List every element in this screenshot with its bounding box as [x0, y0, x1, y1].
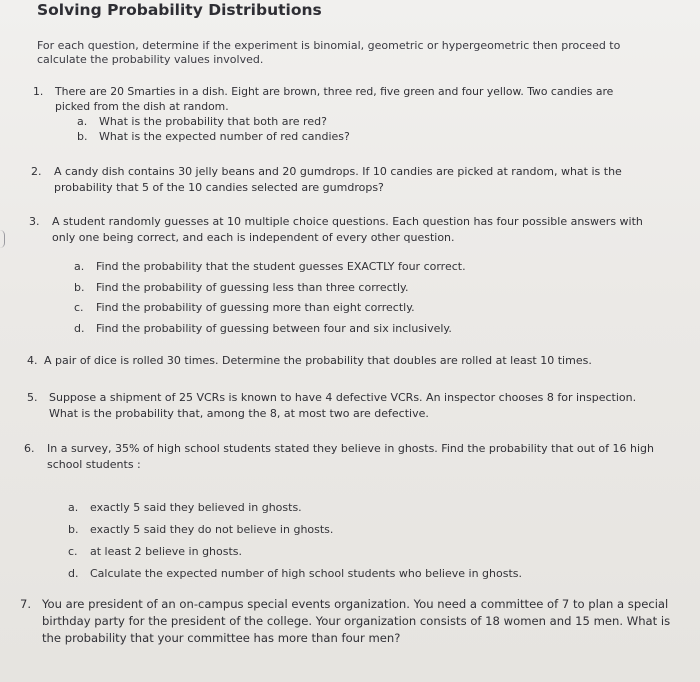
part-letter: b.	[77, 130, 88, 143]
question-7	[20, 596, 685, 647]
question-text: In a survey, 35% of high school students stated they believe in ghosts. Find the probability that out of 16 high school students :	[47, 442, 654, 471]
question-1-part-a	[77, 114, 327, 130]
question-number: 1.	[33, 85, 44, 98]
question-3-part-a	[74, 259, 466, 275]
question-1-part-b	[77, 129, 350, 145]
question-6-part-c	[68, 544, 242, 560]
part-text: Find the probability that the student guesses EXACTLY four correct.	[96, 260, 466, 273]
part-letter: b.	[74, 281, 85, 294]
question-3-part-b	[74, 280, 408, 296]
part-letter: c.	[74, 301, 84, 314]
question-3	[29, 214, 649, 246]
page-title: Solving Probability Distributions	[37, 1, 322, 19]
question-text: A pair of dice is rolled 30 times. Determine the probability that doubles are rolled at least 10 times.	[44, 354, 592, 367]
part-text: exactly 5 said they believed in ghosts.	[90, 501, 302, 514]
part-letter: a.	[74, 260, 85, 273]
part-text: at least 2 believe in ghosts.	[90, 545, 243, 558]
part-text: Calculate the expected number of high school students who believe in ghosts.	[90, 567, 522, 580]
question-2	[31, 164, 626, 196]
question-5	[27, 390, 667, 422]
page-edge-mark	[0, 230, 5, 248]
question-6-part-a	[68, 500, 302, 516]
part-text: Find the probability of guessing more than eight correctly.	[96, 301, 415, 314]
question-number: 6.	[24, 442, 35, 455]
part-letter: b.	[68, 523, 79, 536]
question-3-part-c	[74, 300, 415, 316]
part-letter: a.	[77, 115, 88, 128]
instructions: For each question, determine if the experiment is binomial, geometric or hypergeometric then proceed to calculate the probability values involved.	[37, 39, 621, 66]
question-number: 2.	[31, 165, 42, 178]
part-letter: a.	[68, 501, 79, 514]
part-letter: c.	[68, 545, 78, 558]
part-text: Find the probability of guessing less than three correctly.	[96, 281, 409, 294]
question-text: Suppose a shipment of 25 VCRs is known to have 4 defective VCRs. An inspector chooses 8 for inspection. What is the probability that, among the 8, at most two are defective.	[49, 391, 637, 420]
question-number: 4.	[27, 354, 38, 367]
question-text: There are 20 Smarties in a dish. Eight are brown, three red, five green and four yellow. Two candies are picked from the dish at random.	[55, 85, 614, 113]
part-text: exactly 5 said they do not believe in ghosts.	[90, 523, 334, 536]
part-text: Find the probability of guessing between four and six inclusively.	[96, 322, 452, 335]
question-6	[24, 441, 679, 473]
question-text: A student randomly guesses at 10 multiple choice questions. Each question has four possible answers with only one being correct, and each is independent of every other question.	[52, 215, 643, 244]
question-number: 3.	[29, 215, 40, 228]
part-text: What is the probability that both are red?	[99, 115, 327, 128]
part-text: What is the expected number of red candies?	[99, 130, 350, 143]
question-number: 7.	[20, 597, 32, 611]
question-text: You are president of an on-campus special events organization. You need a committee of 7 to plan a special birthday party for the president of the college. Your organization consists of 18 women and 15 men. What is the probability that your committee has more than four men?	[42, 597, 671, 645]
question-1	[33, 84, 623, 114]
question-number: 5.	[27, 391, 38, 404]
question-3-part-d	[74, 321, 452, 337]
question-text: A candy dish contains 30 jelly beans and 20 gumdrops. If 10 candies are picked at random, what is the probability that 5 of the 10 candies selected are gumdrops?	[54, 165, 622, 194]
part-letter: d.	[74, 322, 85, 335]
question-6-part-d	[68, 566, 522, 582]
question-6-part-b	[68, 522, 333, 538]
part-letter: d.	[68, 567, 79, 580]
question-4	[27, 353, 657, 369]
